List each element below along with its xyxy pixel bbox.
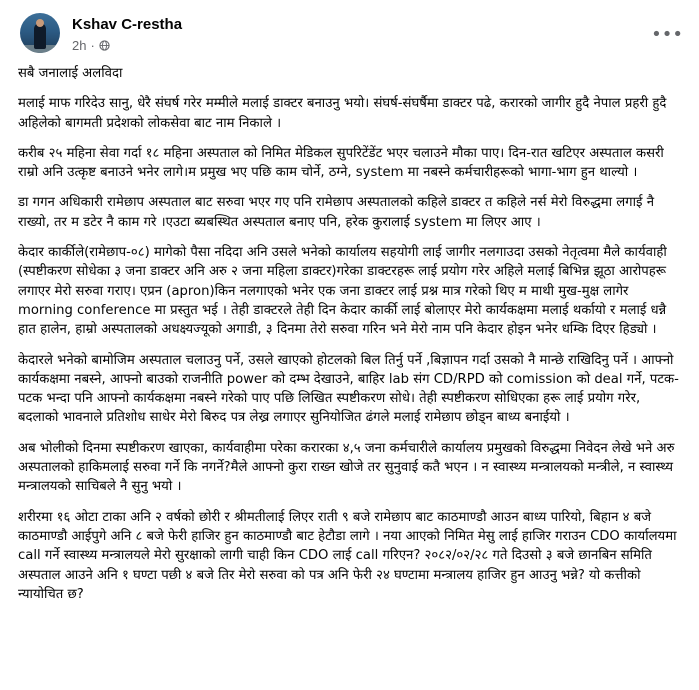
post-time[interactable]: 2h [72,38,87,53]
author-name[interactable]: Kshav C-restha [72,16,183,33]
globe-icon [99,40,110,51]
more-options-icon[interactable]: ••• [651,24,683,45]
post-paragraph: डा गगन अधिकारी रामेछाप अस्पताल बाट सरुवा भएर गए पनि रामेछाप अस्पतालको कहिले डाक्टर त कहिले नर्स मेरो विरुद्धमा लगाई नै राख्यो, तर म डटेर नै काम गरे ।एउटा ब्यबस्थित अस्पताल बनाए पनि, हरेक कुरालाई system मा लिएर आए । [18,195,655,230]
avatar[interactable] [20,13,60,53]
post-paragraph: केदार कार्कीले(रामेछाप-०८) मागेको पैसा नदिदा अनि उसले भनेको कार्यालय सहयोगी लाई जागीर नलगाउदा उसको नेतृत्वमा मैले कार्यवाही (स्पष्टीकरण सोधेका ३ जना डाक्टर अनि अरु २ जना महिला डाक्टर)गरेका डाक्टरहरू लाई प्रयोग गरेर अहिले मलाई बिभिन्न झूठा आरोपहरू लगाएर मेरो सरुवा गराए। एप्रन (apron)किन नलगाएको भनेर एक जना डाक्टर लाई प्रश्न मात्र गरेको थिए म माथी मुख-मुक्ष लागेर morning conference मा प्रस्तुत भई । तेही डाक्टरले तेही दिन केदार कार्की लाई बोलाएर मेरो कार्यकक्षमा मलाई थर्कायो र मलाई धन्नै हात हालेन, हाम्रो अस्पतालको अधक्ष्यज्यूको अगाडी, ३ दिनमा तेरो सरुवा गरिन भने मेरो नाम पनि केदार होइन भनेर धम्कि दिएर हिड्यो । [18,245,667,338]
avatar-head [36,19,44,27]
post-paragraph: शरीरमा १६ ओटा टाका अनि २ वर्षको छोरी र श्रीमतीलाई लिएर राती ९ बजे रामेछाप बाट काठमाण्डौ आउन बाध्य पारियो, बिहान ४ बजे काठमाण्डौ आईपुगे अनि ८ बजे फेरी हाजिर हुन काठमाण्डौ बाट हेटौडा लागे । नया आएको निमित मेसु लाई हाजिर गराउन CDO कार्यालयमा call गर्ने स्वास्थ्य मन्त्रालयले मेरो सुरक्षाको लागी चाही किन CDO लाई call गरिएन? २०८२/०२/२८ गते दिउसो ३ बजे छानबिन समिति अस्पताल आउने अनि १ घण्टा पछी ४ बजे तिर मेरो सरुवा को पत्र अनि फेरी २४ घण्टामा मन्त्रालय हाजिर हुन आउनु भन्ने? यो कत्तीको न्यायोचित छ? [18,509,677,602]
post-paragraph: मलाई माफ गरिदेउ सानु, धेरै संघर्ष गरेर मम्मीले मलाई डाक्टर बनाउनु भयो। संघर्ष-संघर्षैमा डाक्टर पढे, करारको जागीर हुदै नेपाल प्रहरी हुदै अहिलेको बागमती प्रदेशको लोकसेवा बाट नाम निकाले । [18,96,667,131]
post-paragraph: केदारले भनेको बामोजिम अस्पताल चलाउनु पर्ने, उसले खाएको होटलको बिल तिर्नु पर्ने ,बिज्ञापन गर्दा उसको नै मान्छे राखिदिनु पर्ने । आफ्नो कार्यकक्षमा नबस्ने, आफ्नो बाउको राजनीति power को दम्भ देखाउने, बाहिर lab संग CD/RPD को comission को deal गर्ने, पटक-पटक भन्दा पनि आफ्नो कार्यकक्षमा नबस्ने गरेको पाए पछि लिखित स्पष्टीकरण सोधे। तेही स्पष्टीकरण सोधिएका हरू लाई प्रयोग गरेर, बदलाको भावनाले प्रतिशोध साधेर मेरो बिरुद पत्र लेख्र लगाएर सुनियोजित ढंगले मलाई रामेछाप छोड्न बाध्य बनाईयो । [18,352,679,426]
post-body [18,64,681,615]
post-paragraph: करीब २५ महिना सेवा गर्दा १८ महिना अस्पताल को निमित मेडिकल सुपरिटेंडेंट भएर चलाउने मौका पाए। दिन-रात खटिएर अस्पताल कसरी राम्रो अनि उत्कृष्ट बनाउने भनेर लागे।म प्रमुख भए पछि काम चोर्ने, ठग्ने, system मा नबस्ने कर्मचारीहरूको भागा-भाग हुन थाल्यो । [18,145,664,181]
post-meta [72,38,110,53]
separator-dot: · [90,38,95,53]
post-paragraph: अब भोलीको दिनमा स्पष्टीकरण खाएका, कार्यवाहीमा परेका करारका ४,५ जना कर्मचारीले कार्यालय प्रमुखको विरुद्धमा निवेदन लेखे भने अरु अस्पतालको हाकिमलाई सरुवा गर्ने कि नगर्ने?मैले आफ्नो कुरा राख्न खोजे तर सुनुवाई कतै भएन । न स्वास्थ्य मन्त्रालयको मन्त्रीले, न स्वास्थ्य मन्त्रालयको साचिबले नै सुनु भयो । [18,440,675,495]
post-paragraph: सबै जनालाई अलविदा [18,66,123,81]
post-header [16,8,685,56]
